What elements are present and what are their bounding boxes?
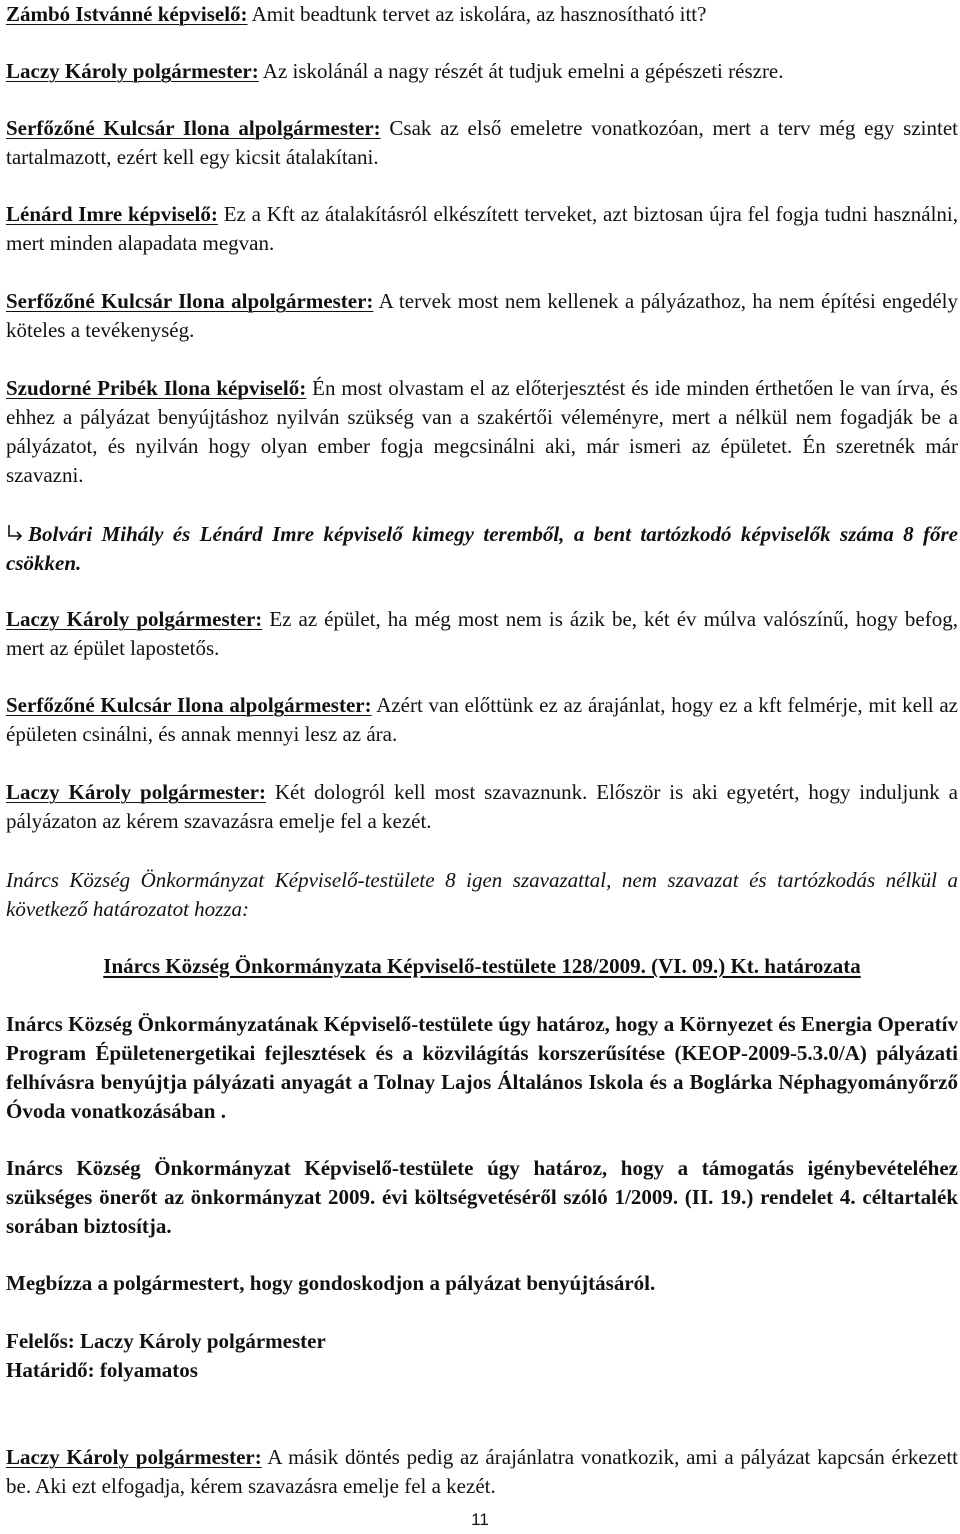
page-number: 11 (471, 1510, 489, 1529)
speech-text: Azért van előttünk ez az árajánlat, hogy ez a kft felmérje, mit kell az épületen csinálni, és annak mennyi lesz az ára. (6, 693, 959, 746)
resolution-body-2: Inárcs Község Önkormányzat Képviselő-testülete úgy határoz, hogy a támogatás igénybevételéhez szükséges önerőt az önkormányzat 2009. évi költségvetéséről szóló 1/2009. (II. 19.) rendelet 4. céltartalék sorában biztosítja. (6, 1156, 958, 1238)
resolution-heading: Inárcs Község Önkormányzata Képviselő-testülete 128/2009. (VI. 09.) Kt. határozata (103, 954, 861, 978)
speaker-name: Serfőzőné Kulcsár Ilona alpolgármester: (6, 693, 372, 717)
speech-text: Két dologról kell most szavaznunk. Először is aki egyetért, hogy induljunk a pályázaton az kérem szavazásra emelje fel a kezét. (6, 780, 958, 833)
paragraph-serfozone-2 (6, 287, 958, 345)
resolution-body-1: Inárcs Község Önkormányzatának Képviselő-testülete úgy határoz, hogy a Környezet és Energia Operatív Program Épületenergetikai fejlesztések és a közvilágítás korszerűsítése (KEOP-2009-5.3.0/A) pályázati felhívásra benyújtja pályázati anyagát a Tolnay Lajos Általános Iskola és a Boglárka Néphagyományőrző Óvoda vonatkozásában . (6, 1012, 958, 1123)
vote-statement (6, 866, 958, 924)
resolution-body-3: Megbízza a polgármestert, hogy gondoskodjon a pályázat benyújtásáról. (6, 1271, 656, 1295)
paragraph-szudorne (6, 374, 958, 490)
paragraph-laczy-3 (6, 778, 958, 836)
speech-text: A másik döntés pedig az árajánlatra vonatkozik, ami a pályázat kapcsán érkezett be. Aki ezt elfogadja, kérem szavazásra emelje fel a kezét. (6, 1445, 958, 1498)
speaker-name: Serfőzőné Kulcsár Ilona alpolgármester: (6, 116, 381, 140)
paragraph-laczy-final (6, 1443, 958, 1501)
resolution-responsible: Felelős: Laczy Károly polgármester (6, 1329, 326, 1353)
speech-text: A tervek most nem kellenek a pályázathoz, ha nem építési engedély köteles a tevékenység. (6, 289, 958, 342)
speech-text: Ez az épület, ha még most nem is ázik be, két év múlva valószínű, hogy befog, mert az épület lapostetős. (6, 607, 958, 660)
speaker-name: Serfőzőné Kulcsár Ilona alpolgármester: (6, 289, 374, 313)
note-text: Bolvári Mihály és Lénárd Imre képviselő kimegy teremből, a bent tartózkodó képviselők száma 8 főre csökken. (6, 522, 958, 575)
paragraph-laczy-1 (6, 57, 958, 86)
speech-text: Amit beadtunk tervet az iskolára, az hasznosítható itt? (247, 2, 707, 26)
speaker-name: Laczy Károly polgármester: (6, 607, 263, 631)
paragraph-lenard (6, 200, 958, 258)
paragraph-laczy-2 (6, 605, 958, 663)
speech-text: Ez a Kft az átalakításról elkészített terveket, azt biztosan újra fel fogja tudni használni, mert minden alapadata megvan. (6, 202, 958, 255)
speaker-name: Szudorné Pribék Ilona képviselő: (6, 376, 307, 400)
speech-text: Én most olvastam el az előterjesztést és ide minden érthetően le van írva, és ehhez a pályázat benyújtáshoz nyilván szükség van a szakértői véleményre, mert a nélkül nem fogadják be a pályázatot, és nyilván hogy olyan ember fogja megcsinálni aki, már ismeri az épületet. Én szeretnék már szavazni. (6, 376, 958, 487)
speaker-name: Lénárd Imre képviselő: (6, 202, 218, 226)
speaker-name: Zámbó Istvánné képviselő: (6, 2, 248, 26)
speaker-name: Laczy Károly polgármester: (6, 1445, 262, 1469)
resolution-deadline: Határidő: folyamatos (6, 1358, 198, 1382)
speech-text: Az iskolánál a nagy részét át tudjuk emelni a gépészeti részre. (258, 59, 784, 83)
speaker-name: Laczy Károly polgármester: (6, 780, 266, 804)
speech-text: Csak az első emeletre vonatkozóan, mert a terv még egy szintet tartalmazott, ezért kell egy kicsit átalakítani. (6, 116, 958, 169)
paragraph-serfozone-3 (6, 691, 958, 749)
paragraph-serfozone-1 (6, 114, 958, 172)
paragraph-zambo (6, 0, 958, 29)
note-members-leave (6, 520, 958, 578)
speaker-name: Laczy Károly polgármester: (6, 59, 259, 83)
vote-text: Inárcs Község Önkormányzat Képviselő-testülete 8 igen szavazattal, nem szavazat és tartózkodás nélkül a következő határozatot hozza: (6, 868, 958, 921)
arrow-right-icon (6, 522, 26, 542)
